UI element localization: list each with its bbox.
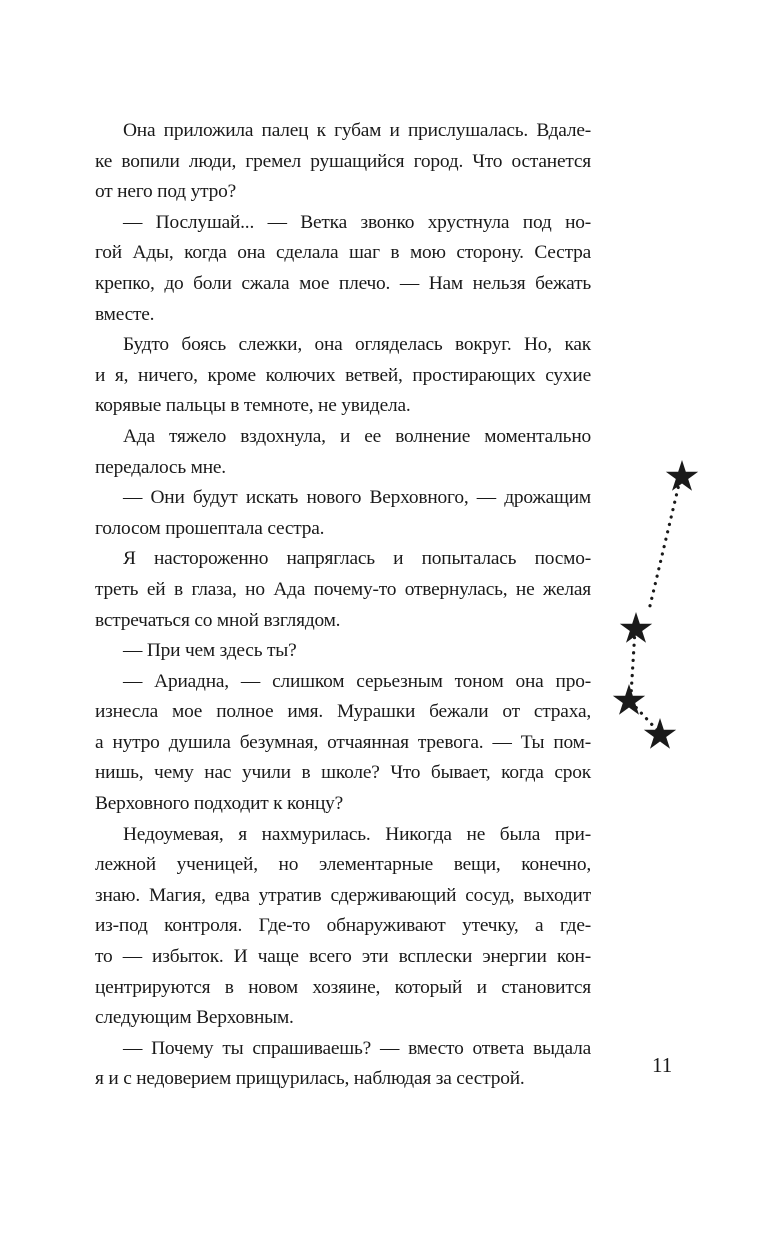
text-line: треть ей в глаза, но Ада почему-то отвернулась, не желая <box>95 578 591 600</box>
constellation-lines <box>631 480 680 730</box>
text-line: вместе. <box>95 303 155 325</box>
text-line: Она приложила палец к губам и прислушалась. Вдале- <box>123 120 591 141</box>
text-line: лежной ученицей, но элементарные вещи, конечно, <box>95 854 591 876</box>
text-line: ке вопили люди, гремел рушащийся город. Что останется <box>95 150 591 172</box>
text-line: — При чем здесь ты? <box>123 640 297 662</box>
text-line: то — избыток. И чаще всего эти всплески энергии кон- <box>95 946 591 968</box>
constellation-stars <box>613 460 698 749</box>
star-icon <box>644 718 676 749</box>
text-line: я и с недоверием прищурилась, наблюдая за сестрой. <box>95 1068 525 1090</box>
text-line: Недоумевая, я нахмурилась. Никогда не была при- <box>123 823 591 845</box>
constellation-line <box>631 630 635 695</box>
text-line: — Они будут искать нового Верховного, — дрожащим <box>123 487 591 509</box>
constellation-line <box>649 480 680 610</box>
text-line: встречаться со мной взглядом. <box>95 609 341 631</box>
star-icon <box>613 684 645 715</box>
constellation-icon <box>600 450 710 760</box>
text-line: крепко, до боли сжала мое плечо. — Нам нельзя бежать <box>95 272 591 294</box>
text-line: Верховного подходит к концу? <box>95 793 344 815</box>
text-line: — Послушай... — Ветка звонко хрустнула под но- <box>123 211 591 233</box>
page-number: 11 <box>652 1053 673 1077</box>
star-icon <box>666 460 698 491</box>
text-line: следующим Верховным. <box>95 1007 294 1029</box>
text-line: корявые пальцы в темноте, не увидела. <box>95 395 411 417</box>
text-line: и я, ничего, кроме колючих ветвей, простирающих сухие <box>95 364 591 386</box>
text-line: Ада тяжело вздохнула, и ее волнение моментально <box>123 425 591 447</box>
text-line: голосом прошептала сестра. <box>95 517 325 539</box>
text-line: из-под контроля. Где-то обнаруживают утечку, а где- <box>95 915 591 937</box>
text-line: изнесла мое полное имя. Мурашки бежали от страха, <box>95 701 591 723</box>
text-line: центрируются в новом хозяине, который и становится <box>95 976 591 998</box>
text-line: а нутро душила безумная, отчаянная тревога. — Ты пом- <box>95 731 591 753</box>
text-line: нишь, чему нас учили в школе? Что бывает, когда срок <box>95 762 591 784</box>
text-line: Я настороженно напряглась и попыталась посмо- <box>123 548 591 570</box>
text-line: Будто боясь слежки, она огляделась вокруг. Но, как <box>123 334 591 356</box>
text-line: передалось мне. <box>95 456 226 478</box>
text-line: — Почему ты спрашиваешь? — вместо ответа выдала <box>123 1037 591 1059</box>
text-line: знаю. Магия, едва утратив сдерживающий сосуд, выходит <box>95 884 591 906</box>
page-body <box>95 116 591 1095</box>
text-line: гой Ады, когда она сделала шаг в мою сторону. Сестра <box>95 242 591 264</box>
text-line: от него под утро? <box>95 181 236 203</box>
text-line: — Ариадна, — слишком серьезным тоном она про- <box>123 670 591 692</box>
